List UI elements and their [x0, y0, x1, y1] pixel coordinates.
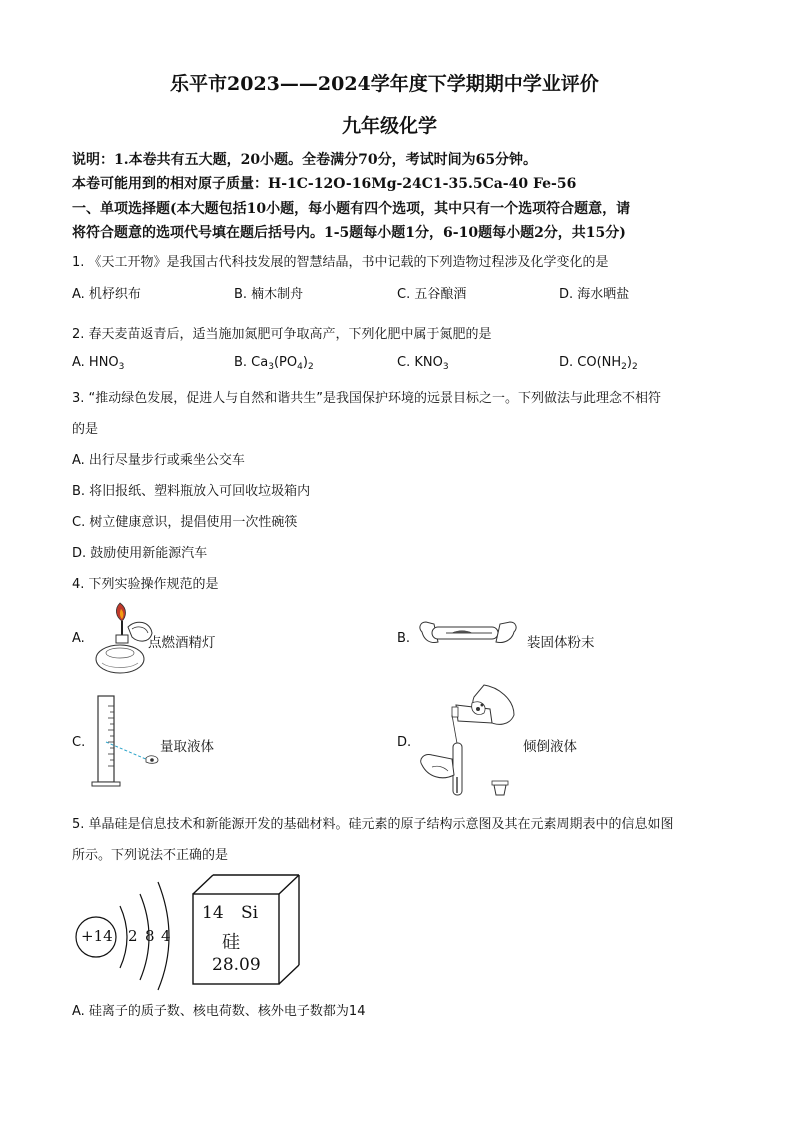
question-4-option-b-letter: B. — [397, 631, 411, 646]
page-subtitle: 九年级化学 — [342, 115, 438, 137]
question-4-option-b-label: 装固体粉末 — [527, 635, 595, 651]
question-3-stem-line-2: 的是 — [72, 422, 99, 437]
question-4-option-c-label: 量取液体 — [160, 739, 214, 755]
question-2-option-a: A. $HNO_3$ — [72, 355, 125, 372]
question-3-option-c: C. 树立健康意识，提倡使用一次性碗筷 — [72, 515, 298, 530]
question-1-option-c: C. 五谷酿酒 — [397, 287, 467, 302]
question-4-option-a-label: 点燃酒精灯 — [148, 635, 216, 651]
question-3-option-b: B. 将旧报纸、塑料瓶放入可回收垃圾箱内 — [72, 484, 311, 499]
element-atomic-number: 14 — [202, 903, 224, 923]
question-3-option-a: A. 出行尽量步行或乘坐公交车 — [72, 453, 245, 468]
question-2-option-b: B. $Ca_3(PO_4)_2$ — [234, 355, 314, 372]
atom-shell-3: 4 — [161, 927, 171, 945]
question-5-stem-line-2: 所示。下列说法不正确的是 — [72, 848, 229, 863]
atom-nucleus-charge: +14 — [81, 927, 113, 945]
instructions-line-1: 说明：1.本卷共有五大题，20小题。全卷满分70分，考试时间为65分钟。 — [72, 152, 538, 168]
graduated-cylinder-illustration — [88, 692, 168, 790]
question-2-stem: 2. 春天麦苗返青后，适当施加氮肥可争取高产，下列化肥中属于氮肥的是 — [72, 327, 492, 342]
question-3-option-d: D. 鼓励使用新能源汽车 — [72, 546, 208, 561]
atom-shell-2: 8 — [145, 927, 155, 945]
question-1-option-a: A. 机杼织布 — [72, 287, 141, 302]
question-1-option-d: D. 海水晒盐 — [559, 287, 630, 302]
question-1-option-b: B. 楠木制舟 — [234, 287, 304, 302]
question-4-option-c-letter: C. — [72, 735, 86, 750]
instructions-line-2: 本卷可能用到的相对原子质量：H-1C-12O-16Mg-24C1-35.5Ca-40 Fe-56 — [72, 176, 577, 192]
question-4-option-d-label: 倾倒液体 — [523, 739, 577, 755]
section-heading-line-1: 一、单项选择题(本大题包括10小题，每小题有四个选项，其中只有一个选项符合题意，请 — [72, 201, 631, 217]
question-2-option-c: C. $KNO_3$ — [397, 355, 449, 372]
element-atomic-mass: 28.09 — [212, 955, 261, 975]
question-4-option-d-letter: D. — [397, 735, 412, 750]
element-name: 硅 — [222, 932, 240, 953]
atom-shell-1: 2 — [128, 927, 138, 945]
question-5-option-a: A. 硅离子的质子数、核电荷数、核外电子数都为14 — [72, 1004, 366, 1019]
question-4-stem: 4. 下列实验操作规范的是 — [72, 577, 219, 592]
question-4-option-a-letter: A. — [72, 631, 85, 646]
page-title: 乐平市2023——2024学年度下学期期中学业评价 — [170, 73, 599, 95]
pouring-liquid-illustration — [414, 681, 526, 801]
question-3-stem-line-1: 3. “推动绿色发展，促进人与自然和谐共生”是我国保护环境的远景目标之一。下列做法与此理念不相符 — [72, 391, 662, 406]
question-1-stem: 1. 《天工开物》是我国古代科技发展的智慧结晶，书中记载的下列造物过程涉及化学变化的是 — [72, 255, 609, 270]
section-heading-line-2: 将符合题意的选项代号填在题后括号内。1-5题每小题1分，6-10题每小题2分，共15分) — [72, 225, 626, 241]
question-2-option-d: D. $CO(NH_2)_2$ — [559, 355, 638, 372]
element-symbol: Si — [241, 903, 259, 923]
question-5-stem-line-1: 5. 单晶硅是信息技术和新能源开发的基础材料。硅元素的原子结构示意图及其在元素周期表中的信息如图 — [72, 817, 674, 832]
test-tube-powder-illustration — [416, 614, 520, 654]
